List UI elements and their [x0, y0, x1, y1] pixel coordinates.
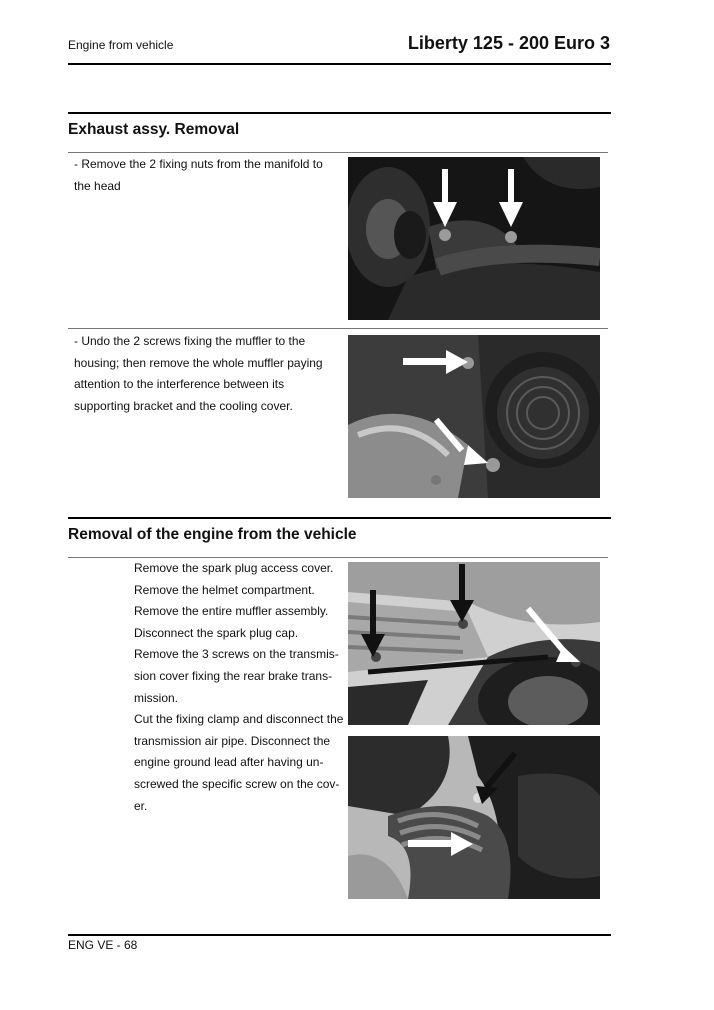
step-line: engine ground lead after having un-	[134, 755, 324, 770]
step-line: Remove the helmet compartment.	[134, 582, 315, 597]
header-rule	[68, 63, 611, 65]
step-line: screwed the specific screw on the cov-	[134, 776, 340, 791]
header-section-label: Engine from vehicle	[68, 38, 174, 52]
manifold-nuts-photo	[348, 157, 600, 320]
footer-rule	[68, 934, 611, 936]
section-rule-top	[68, 112, 611, 114]
exhaust-step-1: - Remove the 2 fixing nuts from the manifold to the head	[74, 157, 323, 193]
exhaust-divider	[68, 328, 608, 329]
step-line: er.	[134, 798, 148, 813]
section-title-engine-removal: Removal of the engine from the vehicle	[68, 526, 357, 543]
muffler-screws-photo	[348, 335, 600, 498]
header-model-title: Liberty 125 - 200 Euro 3	[407, 33, 610, 53]
step-line: Remove the entire muffler assembly.	[134, 604, 329, 619]
transmission-screws-photo	[348, 562, 600, 725]
step-line: mission.	[134, 690, 179, 705]
step-line: Disconnect the spark plug cap.	[134, 625, 299, 640]
air-pipe-photo	[348, 736, 600, 899]
exhaust-step-2: - Undo the 2 screws fixing the muffler to the housing; then remove the whole muffler paying attention to the interference between its supporting bracket and the cooling cover.	[74, 334, 323, 413]
step-line: Remove the 3 screws on the transmis-	[134, 647, 339, 662]
step-line: transmission air pipe. Disconnect the	[134, 733, 331, 748]
step-line: sion cover fixing the rear brake trans-	[134, 668, 333, 683]
step-line: Cut the fixing clamp and disconnect the	[134, 712, 344, 727]
step-line: Remove the spark plug access cover.	[134, 561, 334, 575]
section-title-exhaust: Exhaust assy. Removal	[68, 121, 240, 138]
section-rule-engine	[68, 517, 611, 519]
footer-page-number: ENG VE - 68	[68, 938, 138, 952]
engine-removal-steps	[134, 558, 344, 817]
section-rule-thin	[68, 152, 608, 153]
